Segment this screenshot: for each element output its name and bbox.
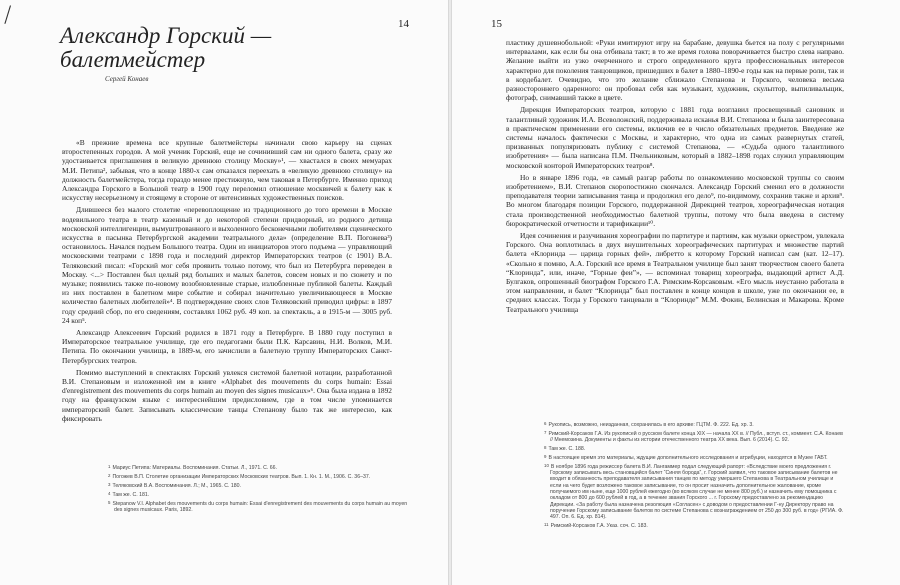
paragraph: Александр Алексеевич Горский родился в 1871 году в Петербурге. В 1880 году поступил в Императорское театральное училище, где его педагогами были П.К. Карсавин, Н.И. Волков, М.И. Петипа. По окончании училища, в 1889-м, его зачислили в балетную труппу Императорских Санкт-Петербургских театров. bbox=[62, 328, 392, 365]
page-number-left: 14 bbox=[398, 18, 409, 30]
footnote: 8 Там же. С. 188. bbox=[544, 445, 586, 453]
footnote: 3 Теляковский В.А. Воспоминания. Л.; М., 1965. С. 180. bbox=[108, 481, 241, 489]
paragraph: Длившееся без малого столетие «перевоплощение из традиционного до того времени в Москве водевильного театра в театр казенный и до некоторой степени придворный, из родного детища московской интеллигенции, вымуштрованного и выхоленного бесконечными любителями сценического искусства в пасынка Петербургской академии театрального дела» (определение В.П. Погожева³) остановилось. Начался подъем Большого театра. Один из инициаторов этого подъема — управляющий московскими театрами с 1898 года и последний директор Императорских театров (с 1901) В.А. Теляковский писал: «Горский мог себя проявить только потому, что был из Петербурга переведен в Москву. <...> Поставлен был целый ряд больших и малых балетов, совсем новых и по сюжету и по музыке; появились также по-новому возобновленные старые, излюбленные публикой балеты. Каждый из них поставлен в балетном мире событие и собирал значительно увеличивающееся в Москве количество балетных любителей»⁴. В подтверждение своих слов Теляковский приводил цифры: в 1897 году средний сбор, по его сведениям, составлял 1062 руб. 49 коп. за спектакль, а в 1915-м — 3005 руб. 24 коп⁵. bbox=[62, 205, 392, 325]
paragraph: Идея сочинения и разучивания хореографии по партитуре и партиям, как музыки оркестром, увлекала Горского. Она воплотилась в двух внушительных хореографических партитурах и множестве партий балета «Клоринда — царица горных фей», либретто к которому Горский написал сам (кат. 12–17). «Скольно я помню, А.А. Горский все время в Театральном училище был занят творчеством своего балета “Клоринда”, или, иначе, “Горные феи”», — вспоминал товарищ хореографа, выдающий артист А.Д. Булгаков, опрошенный биографом Горского Г.А. Римским-Корсаковым. «Его мысль неустанно работала в этом направлении, и балет “Клоринда” был поставлен в конце концов в школе, уже по окончании ее, в средних классах. Тогда у Горского танцевали в “Клоринде” М.М. Фокин, Белинская и Макарова. Кроме Театрального училища bbox=[506, 231, 844, 314]
footnote: 10 В ноябре 1896 года режиссер балета В.И. Лангаммер подал следующий рапорт: «Вследствие моего предложения г. Горскому записывать весь становщийся балет “Синяя борода”, г. Горский заявил, что таковое записывание балетов не входит в обязанность преподавателя записывания танцев по методу умершего Степанова в Театральном училище и если на чего будет возложено таковое записывание, то он просит назначить дополнительное жалование, кроме получаемого им ныне, еще 1000 рублей ежегодно (во всяком случае не менее 800 руб.) и назначить ему помощника с окладом от 800 до 600 рублей в год, а в течение звания Горского ... г. Горскому предоставлено за рекомендацию Дирекции. «За работу была назначена резолюция «Согласен» с доводом о предоставлении Г-ну Директору право на поручение Горскому записывание балетов по системе Степанова с вознаграждением от 250 до 300 руб. в год» (РГИА. Ф. 497. Оп. 6. Ед. хр. 814). bbox=[544, 462, 844, 521]
footnote: 9 В настоящее время это материалы, ждущие дополнительного исследования и атрибуции, находятся в Музее ГАБТ. bbox=[544, 453, 828, 461]
left-page bbox=[0, 0, 448, 585]
footnote: 1 Мариус Петипа: Материалы. Воспоминания. Статьи. Л., 1971. С. 66. bbox=[108, 464, 278, 471]
title-line-1: Александр Горский — bbox=[60, 23, 272, 48]
footnote: 2 Погожев В.П. Столетие организации Императорских Московских театров. Вып. 1. Кн. 1. М., 1906. С. 36–37. bbox=[108, 472, 371, 480]
article-author: Сергей Конаев bbox=[105, 75, 149, 83]
footnote: 7 Римский-Корсаков Г.А. Из рукописей о русском балете конца XIX — начала XX в. // Публ., вступ. ст., коммент. С.А. Конаев // Мнемозина. Документы и факты из истории отечественного театра XX века. Вып. 6 (2014). С. 92. bbox=[544, 429, 843, 444]
paragraph: Дирекция Императорских театров, которую с 1881 года возглавил просвещенный сановник и талантливый художник И.А. Всеволожский, поддерживала исканья В.И. Степанова и была заинтересована в практическом применении его системы, включив ее в число обязательных предметов. Введение же системы началось фактически с Москвы, и характерно, что одна из самых развернутых статей, призванных популяризовать публику с системой Степанова, — «Судьба одного талантливого изобретения» — была написана П.М. Пчельниковым, который в 1882–1898 годах служил управляющим московской конторой Императорских театров⁸. bbox=[506, 105, 844, 170]
footnote: 4 Там же. С. 181. bbox=[108, 490, 150, 498]
right-page bbox=[452, 0, 900, 585]
right-footnotes bbox=[544, 421, 844, 531]
paragraph: Помимо выступлений в спектаклях Горский увлекся системой балетной нотации, разработанной В.И. Степановым и изложенной им в книге «Alphabet des mouvements du corps humain: Essai d'enregistrement des mouvements du corps humain au moyen des signes musicaux»⁶. Она была издана в 1892 году на французском языке с интереснейшим предисловием, где в том числе упоминается императорский балет. Записывать классические танцы Степанову было так же интересно, как фиксировать bbox=[62, 367, 392, 423]
article-title bbox=[60, 24, 350, 72]
footnote: 5 Stepanow V.I. Alphabet des mouvements du corps humain: Essai d'enregistrement des mouvements du corps humain au moyen des signes musicaux. Paris, 1892. bbox=[108, 499, 408, 513]
footnote: 6 Рукопись, возможно, неизданная, сохранилась в его архиве: ГЦТМ. Ф. 222. Ед. хр. 3. bbox=[544, 421, 754, 428]
left-body-text bbox=[62, 138, 392, 426]
page-corner-mark: / bbox=[4, 3, 12, 28]
left-footnotes bbox=[108, 464, 408, 515]
page-number-right: 15 bbox=[491, 18, 502, 30]
footnote: 11 Римский-Корсаков Г.А. Указ. соч. С. 183. bbox=[544, 522, 648, 530]
right-body-text bbox=[506, 38, 844, 317]
paragraph: «В прежние времена все крупные балетмейстеры начинали свою карьеру на сценах второстепенных городов. А мой ученик Горский, еще не сочинивший сам ни одного балета, сразу же удостаивается приглашения в великую древнюю столицу Москву»¹, — хвастался в своих мемуарах М.И. Петипа², забывая, что в конце 1880-х сам отказался переехать в «великую древнюю столицу» на должность балетмейстера, тогда гораздо менее престижную, чем таковая в Петербурге. Именно приход Александра Горского в Большой театр в 1900 году переломил отношение москвичей к балету как к искусству несерьезному и стоящему в стороне от интенсивных художественных поисков. bbox=[62, 138, 392, 203]
title-line-2: балетмейстер bbox=[60, 47, 206, 72]
paragraph: пластику душевнобольной: «Руки имитируют игру на барабане, девушка бьется на полу с регулярными интервалами, как если бы она отбивала такт; в то же время голова поворачивается быстро слева направо. Желание выйти из узко очерченного и строго определенного круга профессиональных интересов характерно для поколения танцовщиков, пришедших в балет в 1880–1890-е годы как на первые роли, так и в кордебалет. Очевидно, что это желание сближало Степанова и Горского, человека весьма разностороннего одаренного: он пробовал себя как музыкант, художник, скульптор, выпиливальщик, фотограф, снимавший также в цвете. bbox=[506, 38, 844, 103]
paragraph: Но в январе 1896 года, «в самый разгар работы по ознакомлению московской труппы со своим изобретением», В.И. Степанов скоропостижно скончался. Александр Горский сменил его в должности преподавателя теории записывания танца и продолжил его дело⁹, по-видимому, сохранив также и архив⁹. Во многом благодаря позиции Горского, поддержанной Дирекцией театров, хореографическая нотация стала производственной необходимостью балетной труппы, потому что была введена в систему бюрократической отчетности и тарификации¹⁰. bbox=[506, 172, 844, 228]
